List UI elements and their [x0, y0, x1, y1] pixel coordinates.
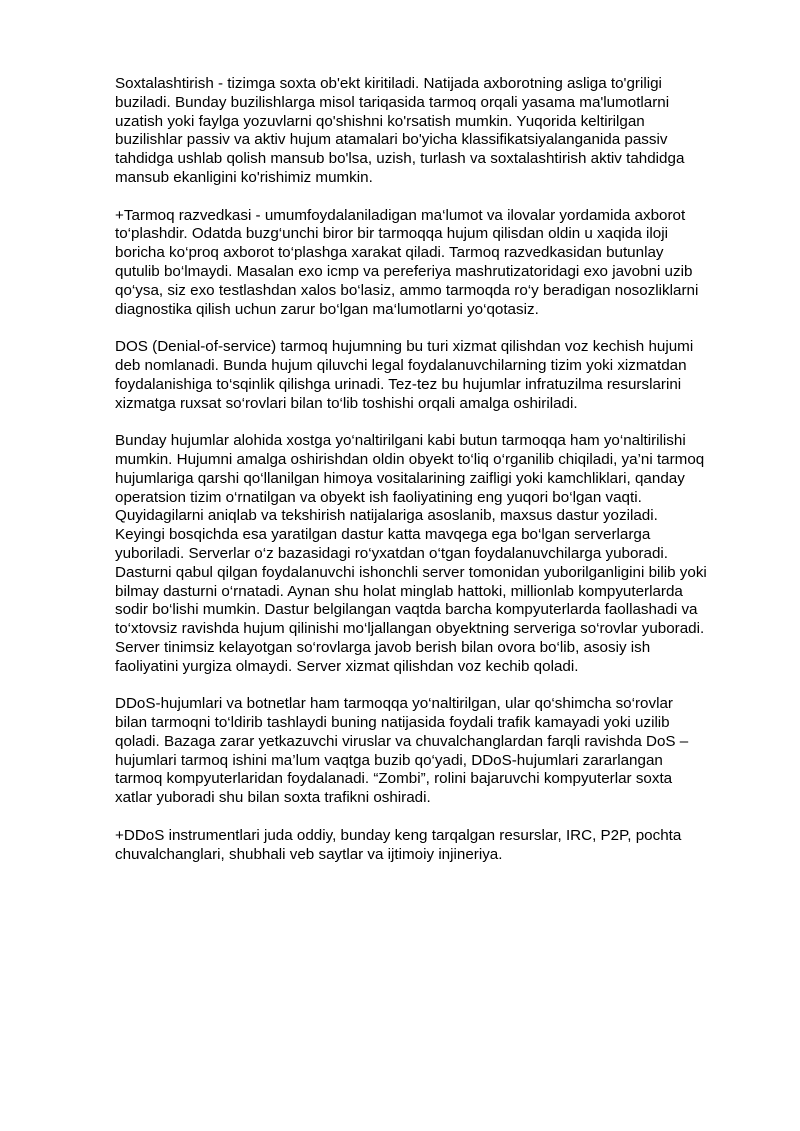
- paragraph-ddos-instrumentlari: +DDoS instrumentlari juda oddiy, bunday keng tarqalgan resurslar, IRC, P2P, pochta chuvalchanglari, shubhali veb saytlar va ijtimoiy injineriya.: [115, 826, 682, 863]
- paragraph-spacer: [115, 413, 755, 432]
- paragraph-spacer: [115, 808, 755, 827]
- paragraph-soxtalashtirish: Soxtalashtirish - tizimga soxta ob'ekt kiritiladi. Natijada axborotning asliga to'griligi buziladi. Bunday buzilishlarga misol tariqasida tarmoq orqali yasama ma'lumotlarni uzatish yoki faylga yozuvlarni qo'shishni ko'rsatish mumkin. Yuqorida keltirilgan buzilishlar passiv va aktiv hujum atamalari bo'yicha klassifikatsiyalanganida passiv tahdidga ushlab qolish mansub bo'lsa, uzish, turlash va soxtalashtirish aktiv tahdidga mansub ekanligini ko'rishimiz mumkin.: [115, 75, 685, 186]
- paragraph-ddos-botnetlar: DDoS-hujumlari va botnetlar ham tarmoqqa yo‘naltirilgan, ular qo‘shimcha so‘rovlar bilan tarmoqni to‘ldirib tashlaydi buning natijasida foydali trafik kamayadi yoki uzilib qoladi. Bazaga zarar yetkazuvchi viruslar va chuvalchanglardan farqli ravishda DoS – hujumlari tarmoq ishini ma’lum vaqtga buzib qo‘yadi, DDoS-hujumlari zararlangan tarmoq kompyuterlaridan foydalanadi. “Zombi”, rolini bajaruvchi kompyuterlar soxta xatlar yuboradi shu bilan soxta trafikni oshiradi.: [115, 695, 689, 807]
- paragraph-dos: DOS (Denial-of-service) tarmoq hujumning bu turi xizmat qilishdan voz kechish hujumi deb nomlanadi. Bunda hujum qiluvchi legal foydalanuvchilarning tizim yoki xizmatdan foydalanishiga to‘sqinlik qilishga urinadi. Tez-tez bu hujumlar infratuzilma resurslarini xizmatga ruxsat so‘rovlari bilan to‘lib toshishi orqali amalga oshiriladi.: [115, 338, 694, 412]
- paragraph-spacer: [115, 677, 755, 696]
- paragraph-spacer: [115, 188, 755, 207]
- document-page: [115, 75, 755, 864]
- paragraph-spacer: [115, 319, 755, 338]
- paragraph-tarmoq-razvedkasi: +Tarmoq razvedkasi - umumfoydalaniladigan ma‘lumot va ilovalar yordamida axborot to‘plashdir. Odatda buzg‘unchi biror bir tarmoqqa hujum qilisdan oldin u xaqida iloji boricha ko‘proq axborot to‘plashga xarakat qiladi. Tarmoq razvedkasidan butunlay qutulib bo‘lmaydi. Masalan exo icmp va pereferiya mashrutizatoridagi exo javobni uzib qo‘ysa, siz exo testlashdan xalos bo‘lasiz, ammo tarmoqda ro‘y beradigan nosozliklarni diagnostika qilish uchun zarur bo‘lgan ma‘lumotlarni yo‘qotasiz.: [115, 206, 699, 318]
- paragraph-bunday-hujumlar: Bunday hujumlar alohida xostga yo‘naltirilgani kabi butun tarmoqqa ham yo‘naltirilishi mumkin. Hujumni amalga oshirishdan oldin obyekt to‘liq o‘rganilib chiqiladi, ya’ni tarmoq hujumlariga qarshi qo‘llanilgan himoya vositalarining zaifligi yoki kamchliklari, qanday operatsion tizim o‘rnatilgan va obyekt ish faoliyatining eng yuqori bo‘lgan vaqti. Quyidagilarni aniqlab va tekshirish natijalariga asoslanib, maxsus dastur yoziladi. Keyingi bosqichda esa yaratilgan dastur katta mavqega ega bo‘lgan serverlarga yuboriladi. Serverlar o‘z bazasidagi ro‘yxatdan o‘tgan foydalanuvchilarga yuboradi. Dasturni qabul qilgan foydalanuvchi ishonchli server tomonidan yuborilganligini bilib yoki bilmay dasturni o‘rnatadi. Aynan shu holat minglab hattoki, millionlab kompyuterlarda sodir bo‘lishi mumkin. Dastur belgilangan vaqtda barcha kompyuterlarda faollashadi va to‘xtovsiz ravishda hujum qilinishi mo‘ljallangan obyektning serveriga so‘rovlar yuboradi. Server tinimsiz kelayotgan so‘rovlarga javob berish bilan ovora bo‘lib, asosiy ish faoliyatini yurgiza olmaydi. Server xizmat qilishdan voz kechib qoladi.: [115, 432, 707, 675]
